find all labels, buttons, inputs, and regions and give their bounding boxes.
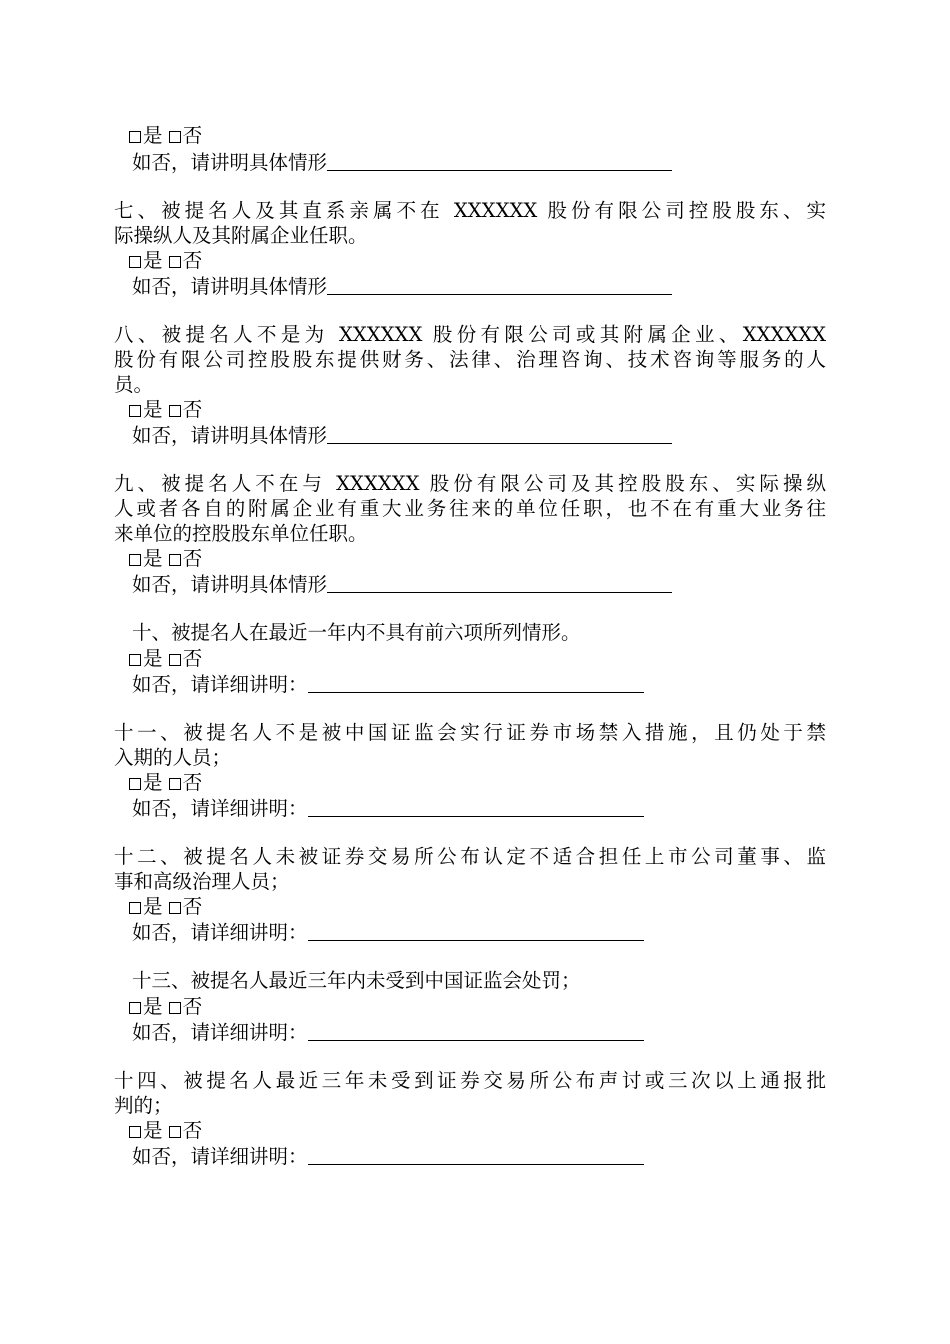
item-11-line-2: 入期的人员；	[114, 746, 232, 769]
item-9-line-2: 人或者各自的附属企业有重大业务往来的单位任职，也不在有重大业务往	[114, 497, 826, 520]
item-12-line-2: 事和高级治理人员；	[114, 870, 290, 893]
specify-label: 如否，请讲明具体情形	[132, 151, 328, 174]
option-row	[129, 546, 202, 571]
checkbox-no[interactable]	[169, 1002, 181, 1014]
detail-label: 如否，请详细讲明：	[132, 921, 308, 944]
item-14-line-2: 判的；	[114, 1094, 173, 1117]
option-yes[interactable]: 是	[129, 248, 163, 273]
option-no[interactable]: 否	[169, 546, 203, 571]
item-12-line-1: 十二、被提名人未被证券交易所公布认定不适合担任上市公司董事、监	[114, 845, 826, 868]
option-no[interactable]: 否	[169, 248, 203, 273]
specify-row	[132, 423, 672, 448]
checkbox-yes[interactable]	[129, 1126, 141, 1138]
option-no[interactable]: 否	[169, 646, 203, 671]
detail-blank[interactable]	[308, 922, 644, 941]
specify-row	[132, 572, 672, 597]
checkbox-yes[interactable]	[129, 654, 141, 666]
option-row	[129, 646, 202, 671]
item-8-line-3: 员。	[114, 373, 154, 396]
option-yes[interactable]: 是	[129, 994, 163, 1019]
checkbox-no[interactable]	[169, 131, 181, 143]
detail-row	[132, 796, 644, 821]
item-13-line-1: 十三、被提名人最近三年内未受到中国证监会处罚；	[132, 969, 581, 992]
specify-blank[interactable]	[327, 276, 672, 295]
option-row	[129, 770, 202, 795]
checkbox-yes[interactable]	[129, 405, 141, 417]
detail-row	[132, 1020, 644, 1045]
specify-label: 如否，请讲明具体情形	[132, 424, 328, 447]
option-row	[129, 994, 202, 1019]
checkbox-yes[interactable]	[129, 902, 141, 914]
option-yes[interactable]: 是	[129, 546, 163, 571]
item-9-line-1: 九、被提名人不在与 XXXXXX 股份有限公司及其控股股东、实际操纵	[114, 472, 826, 495]
checkbox-yes[interactable]	[129, 1002, 141, 1014]
item-11-line-1: 十一、被提名人不是被中国证监会实行证券市场禁入措施，且仍处于禁	[114, 721, 826, 744]
item-10-line-1: 十、被提名人在最近一年内不具有前六项所列情形。	[132, 621, 581, 644]
item-14-line-1: 十四、被提名人最近三年未受到证券交易所公布声讨或三次以上通报批	[114, 1069, 826, 1092]
option-no[interactable]: 否	[169, 894, 203, 919]
detail-blank[interactable]	[308, 798, 644, 817]
option-row	[129, 123, 202, 148]
item-9-line-3: 来单位的控股股东单位任职。	[114, 522, 368, 545]
item-7-line-2: 际操纵人及其附属企业任职。	[114, 224, 368, 247]
option-no[interactable]: 否	[169, 770, 203, 795]
specify-label: 如否，请讲明具体情形	[132, 573, 328, 596]
detail-label: 如否，请详细讲明：	[132, 1145, 308, 1168]
item-8-line-1: 八、被提名人不是为 XXXXXX 股份有限公司或其附属企业、XXXXXX	[114, 323, 826, 346]
detail-blank[interactable]	[308, 1146, 644, 1165]
option-no[interactable]: 否	[169, 1118, 203, 1143]
item-7-line-1: 七、被提名人及其直系亲属不在 XXXXXX 股份有限公司控股股东、实	[114, 199, 826, 222]
specify-row	[132, 274, 672, 299]
option-yes[interactable]: 是	[129, 1118, 163, 1143]
specify-label: 如否，请讲明具体情形	[132, 275, 328, 298]
specify-row	[132, 150, 672, 175]
checkbox-no[interactable]	[169, 256, 181, 268]
detail-row	[132, 920, 644, 945]
checkbox-no[interactable]	[169, 554, 181, 566]
specify-blank[interactable]	[327, 425, 672, 444]
detail-blank[interactable]	[308, 674, 644, 693]
option-row	[129, 248, 202, 273]
option-yes[interactable]: 是	[129, 123, 163, 148]
detail-label: 如否，请详细讲明：	[132, 797, 308, 820]
checkbox-no[interactable]	[169, 902, 181, 914]
option-yes[interactable]: 是	[129, 397, 163, 422]
checkbox-yes[interactable]	[129, 778, 141, 790]
detail-row	[132, 672, 644, 697]
checkbox-no[interactable]	[169, 654, 181, 666]
option-row	[129, 894, 202, 919]
option-no[interactable]: 否	[169, 994, 203, 1019]
option-yes[interactable]: 是	[129, 770, 163, 795]
checkbox-no[interactable]	[169, 1126, 181, 1138]
checkbox-no[interactable]	[169, 405, 181, 417]
checkbox-no[interactable]	[169, 778, 181, 790]
item-8-line-2: 股份有限公司控股股东提供财务、法律、治理咨询、技术咨询等服务的人	[114, 348, 826, 371]
option-no[interactable]: 否	[169, 123, 203, 148]
checkbox-yes[interactable]	[129, 554, 141, 566]
detail-row	[132, 1144, 644, 1169]
option-row	[129, 397, 202, 422]
specify-blank[interactable]	[327, 574, 672, 593]
option-row	[129, 1118, 202, 1143]
specify-blank[interactable]	[327, 152, 672, 171]
checkbox-yes[interactable]	[129, 256, 141, 268]
option-no[interactable]: 否	[169, 397, 203, 422]
detail-blank[interactable]	[308, 1022, 644, 1041]
checkbox-yes[interactable]	[129, 131, 141, 143]
detail-label: 如否，请详细讲明：	[132, 1021, 308, 1044]
option-yes[interactable]: 是	[129, 646, 163, 671]
detail-label: 如否，请详细讲明：	[132, 673, 308, 696]
option-yes[interactable]: 是	[129, 894, 163, 919]
